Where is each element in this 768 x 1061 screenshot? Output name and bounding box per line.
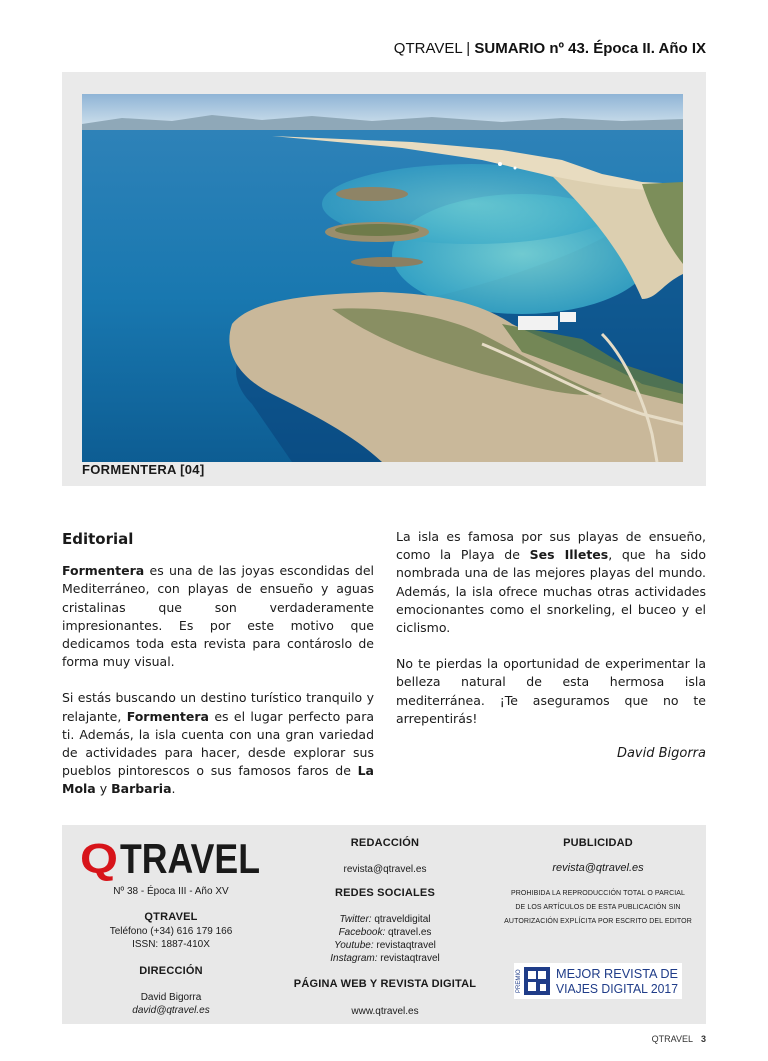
editorial-title: Editorial: [62, 530, 134, 548]
paragraph-text: .: [171, 781, 176, 797]
redaction-email[interactable]: revista@qtravel.es: [343, 864, 427, 875]
bold-ses-illetes: Ses Illetes: [529, 547, 609, 563]
bold-la-mola: La Mola: [62, 763, 374, 797]
director-name: David Bigorra: [140, 992, 202, 1003]
header-summary: SUMARIO nº 43. Época II. Año IX: [474, 40, 706, 57]
social-handle: qtraveldigital: [371, 914, 431, 925]
header-brand: QTRAVEL: [393, 40, 463, 57]
social-handle: qtravel.es: [385, 927, 432, 938]
advertising-email[interactable]: revista@qtravel.es: [552, 862, 644, 874]
legal-line: PROHIBIDA LA REPRODUCCIÓN TOTAL O PARCIAL: [510, 890, 686, 897]
web-link[interactable]: www.qtravel.es: [351, 1006, 419, 1017]
social-facebook[interactable]: [280, 926, 490, 939]
phone: Teléfono (+34) 616 179 166: [109, 926, 233, 937]
editorial-paragraph-3: [396, 528, 706, 637]
social-network-label: Facebook:: [338, 927, 386, 938]
legal-line: AUTORIZACIÓN EXPLÍCITA POR ESCRITO DEL EDITOR: [504, 918, 692, 925]
bold-formentera: Formentera: [126, 708, 209, 724]
paragraph-text: es una de las joyas escondidas del Mediterráneo, con playas de ensueño y aguas cristalinas que son verdaderamente impresionantes. Es por este motivo que dedicamos toda esta revista para contároslo de forma muy visual.: [62, 563, 374, 670]
svg-text:TRAVEL: TRAVEL: [120, 835, 260, 882]
paragraph-text: Si estás buscando un destino turístico tranquilo y relajante,: [62, 690, 374, 724]
header-separator: |: [462, 40, 475, 57]
editorial-paragraph-4: No te pierdas la oportunidad de experimentar la belleza natural de esta hermosa isla mediterránea. ¡Te aseguramos que no te arrepentirás!: [396, 656, 706, 726]
formentera-aerial-photo: [82, 94, 683, 462]
social-twitter[interactable]: [280, 913, 490, 926]
issn: ISSN: 1887-410X: [132, 939, 210, 950]
social-instagram[interactable]: [280, 952, 490, 965]
bold-formentera: Formentera: [62, 563, 145, 579]
advertising-heading: PUBLICIDAD: [563, 837, 633, 849]
social-network-label: Twitter:: [339, 914, 372, 925]
award-premio-label: PREMIO: [516, 969, 522, 993]
social-heading: REDES SOCIALES: [335, 887, 435, 899]
page-footer-brand: QTRAVEL: [651, 1034, 693, 1044]
award-line-2: [556, 982, 681, 996]
issue-info: Nº 38 - Época III - Año XV: [113, 886, 229, 897]
legal-line: DE LOS ARTÍCULOS DE ESTA PUBLICACIÓN SIN: [515, 904, 681, 911]
legal-notice: [490, 887, 706, 929]
qtravel-logo: [80, 835, 262, 882]
award-badge: [514, 963, 682, 999]
page-header: [394, 40, 706, 57]
award-line-1: MEJOR REVISTA DE: [556, 967, 678, 981]
paragraph-text: es el lugar perfecto para ti. Además, la isla cuenta con una gran variedad de actividades para hacer, desde explorar sus pueblos pintorescos o sus famosos faros de: [62, 708, 374, 779]
direction-heading: DIRECCIÓN: [139, 965, 203, 977]
paragraph-text: y: [95, 781, 112, 797]
social-network-label: Instagram:: [330, 953, 378, 964]
paragraph-text: , que ha sido nombrada una de las mejores playas del mundo. Además, la isla ofrece muchas otras actividades emocionantes como el snorkeling, el buceo y el ciclismo.: [396, 547, 706, 636]
social-handle: revistaqtravel: [377, 953, 440, 964]
award-viajes: VIAJES: [556, 982, 600, 996]
web-heading: PÁGINA WEB Y REVISTA DIGITAL: [293, 978, 477, 990]
editorial-signature: David Bigorra: [616, 746, 706, 761]
page-number: 3: [700, 1034, 706, 1044]
editorial-paragraph-2: [62, 689, 374, 798]
paragraph-text: La isla es famosa por sus playas de ensueño, como la Playa de: [396, 529, 706, 563]
award-logo-icon: [524, 967, 550, 995]
social-youtube[interactable]: [280, 939, 490, 952]
award-digital-2017: DIGITAL 2017: [598, 982, 681, 996]
hero-caption: FORMENTERA [04]: [82, 462, 205, 477]
company-name: QTRAVEL: [144, 911, 198, 923]
svg-text:Q: Q: [80, 835, 118, 882]
page-footer: [652, 1034, 706, 1044]
hero-figure: [62, 72, 706, 486]
bold-barbaria: Barbaria: [111, 781, 172, 797]
masthead-footer: [62, 825, 706, 1024]
director-email[interactable]: david@qtravel.es: [132, 1005, 210, 1016]
editorial-column-right: [396, 528, 706, 746]
redaction-heading: REDACCIÓN: [350, 837, 420, 849]
editorial-column-left: [62, 528, 374, 817]
social-handle: revistaqtravel: [373, 940, 436, 951]
editorial-paragraph-1: [62, 562, 374, 671]
social-network-label: Youtube:: [334, 940, 374, 951]
